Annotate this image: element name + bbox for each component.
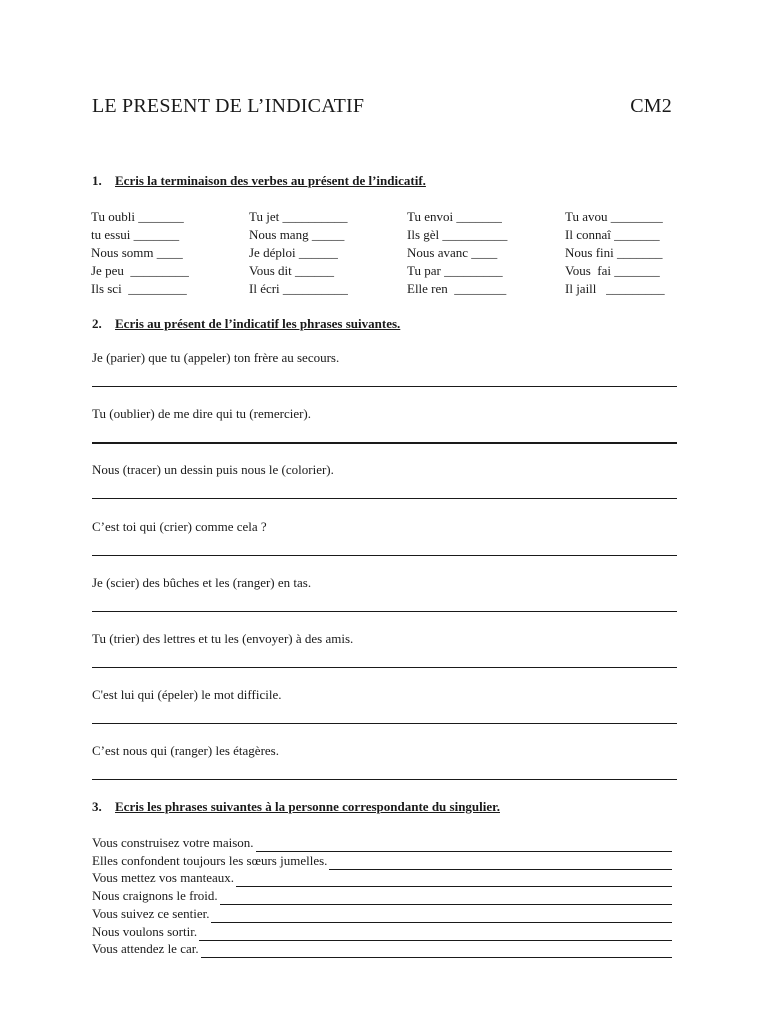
exercise-1-instruction: Ecris la terminaison des verbes au présent de l’indicatif.	[115, 173, 426, 188]
verb-item[interactable]: Tu avou ________	[565, 209, 663, 224]
answer-line[interactable]	[220, 891, 672, 905]
exercise-2-sentence: C’est nous qui (ranger) les étagères.	[92, 743, 279, 759]
exercise-3-row	[92, 887, 672, 905]
verb-item[interactable]: Tu par _________	[407, 263, 503, 278]
exercise-3-row	[92, 834, 672, 852]
verb-item[interactable]: Il jaill _________	[565, 281, 665, 296]
exercise-2-sentence: C'est lui qui (épeler) le mot difficile.	[92, 687, 282, 703]
answer-line[interactable]	[199, 927, 672, 941]
exercise-3-sentence: Vous construisez votre maison.	[92, 835, 254, 850]
exercise-2-sentence: Tu (trier) des lettres et tu les (envoyer) à des amis.	[92, 631, 354, 646]
exercise-1-number: 1.	[92, 173, 102, 188]
answer-line[interactable]	[92, 779, 677, 780]
exercise-3-sentence: Nous voulons sortir.	[92, 923, 198, 939]
verb-item[interactable]: Tu jet __________	[249, 209, 348, 224]
verb-item[interactable]: Elle ren ________	[407, 281, 507, 296]
answer-line[interactable]	[256, 838, 672, 852]
exercise-3-sentence: Nous craignons le froid.	[92, 888, 218, 904]
answer-line[interactable]	[329, 856, 672, 870]
answer-line[interactable]	[92, 723, 677, 724]
exercise-3-heading	[92, 799, 500, 815]
exercise-2-sentence: Tu (oublier) de me dire qui tu (remercier).	[92, 406, 312, 422]
answer-line[interactable]	[92, 442, 677, 444]
exercise-3-number: 3.	[92, 799, 102, 814]
exercise-3-row	[92, 869, 672, 887]
verb-item[interactable]: Nous avanc ____	[407, 245, 498, 260]
verb-item[interactable]: tu essui _______	[91, 227, 180, 242]
exercise-2-sentence: Je (scier) des bûches et les (ranger) en tas.	[92, 574, 312, 590]
exercise-1-heading	[92, 173, 426, 189]
title-level: CM2	[630, 95, 672, 117]
verb-item[interactable]: Vous dit ______	[249, 263, 334, 278]
answer-line[interactable]	[92, 611, 677, 612]
answer-line[interactable]	[236, 873, 672, 887]
exercise-2-sentence: Nous (tracer) un dessin puis nous le (colorier).	[92, 462, 334, 478]
exercise-2-number: 2.	[92, 316, 102, 331]
verb-item[interactable]: Tu oubli _______	[91, 209, 184, 224]
verb-item[interactable]: Nous mang _____	[249, 227, 345, 242]
worksheet-title	[92, 95, 672, 118]
exercise-2-sentence: Je (parier) que tu (appeler) ton frère au secours.	[92, 350, 340, 365]
exercise-2-instruction: Ecris au présent de l’indicatif les phrases suivantes.	[115, 316, 401, 331]
verb-item[interactable]: Je peu _________	[91, 263, 189, 278]
exercise-3-sentence: Vous mettez vos manteaux.	[92, 870, 235, 886]
verb-item[interactable]: Ils gèl __________	[407, 227, 508, 242]
answer-line[interactable]	[92, 498, 677, 499]
exercise-2-sentence: C’est toi qui (crier) comme cela ?	[92, 518, 267, 534]
exercise-3-instruction: Ecris les phrases suivantes à la personne correspondante du singulier.	[115, 799, 500, 814]
verb-item[interactable]: Tu envoi _______	[407, 209, 502, 224]
exercise-3-sentence: Vous suivez ce sentier.	[92, 905, 210, 921]
verb-item[interactable]: Il connaî _______	[565, 227, 660, 242]
answer-line[interactable]	[92, 667, 677, 668]
title-left: LE PRESENT DE L’INDICATIF	[92, 95, 365, 117]
exercise-3-sentence: Vous attendez le car.	[92, 941, 199, 957]
exercise-2-heading	[92, 316, 400, 332]
verb-item[interactable]: Nous somm ____	[91, 245, 183, 260]
exercise-3-sentence: Elles confondent toujours les sœurs jumelles.	[92, 852, 328, 868]
verb-item[interactable]: Je déploi ______	[249, 245, 338, 260]
exercise-3-row	[92, 940, 672, 958]
exercise-3-row	[92, 852, 672, 870]
verb-item[interactable]: Ils sci _________	[91, 281, 187, 296]
answer-line[interactable]	[92, 555, 677, 556]
exercise-3-row	[92, 905, 672, 923]
answer-line[interactable]	[92, 386, 677, 387]
exercise-3-row	[92, 923, 672, 941]
verb-grid	[91, 208, 685, 298]
answer-line[interactable]	[201, 944, 672, 958]
answer-line[interactable]	[211, 909, 672, 923]
verb-item[interactable]: Il écri __________	[249, 281, 348, 296]
verb-item[interactable]: Vous fai _______	[565, 263, 660, 278]
verb-item[interactable]: Nous fini _______	[565, 245, 663, 260]
